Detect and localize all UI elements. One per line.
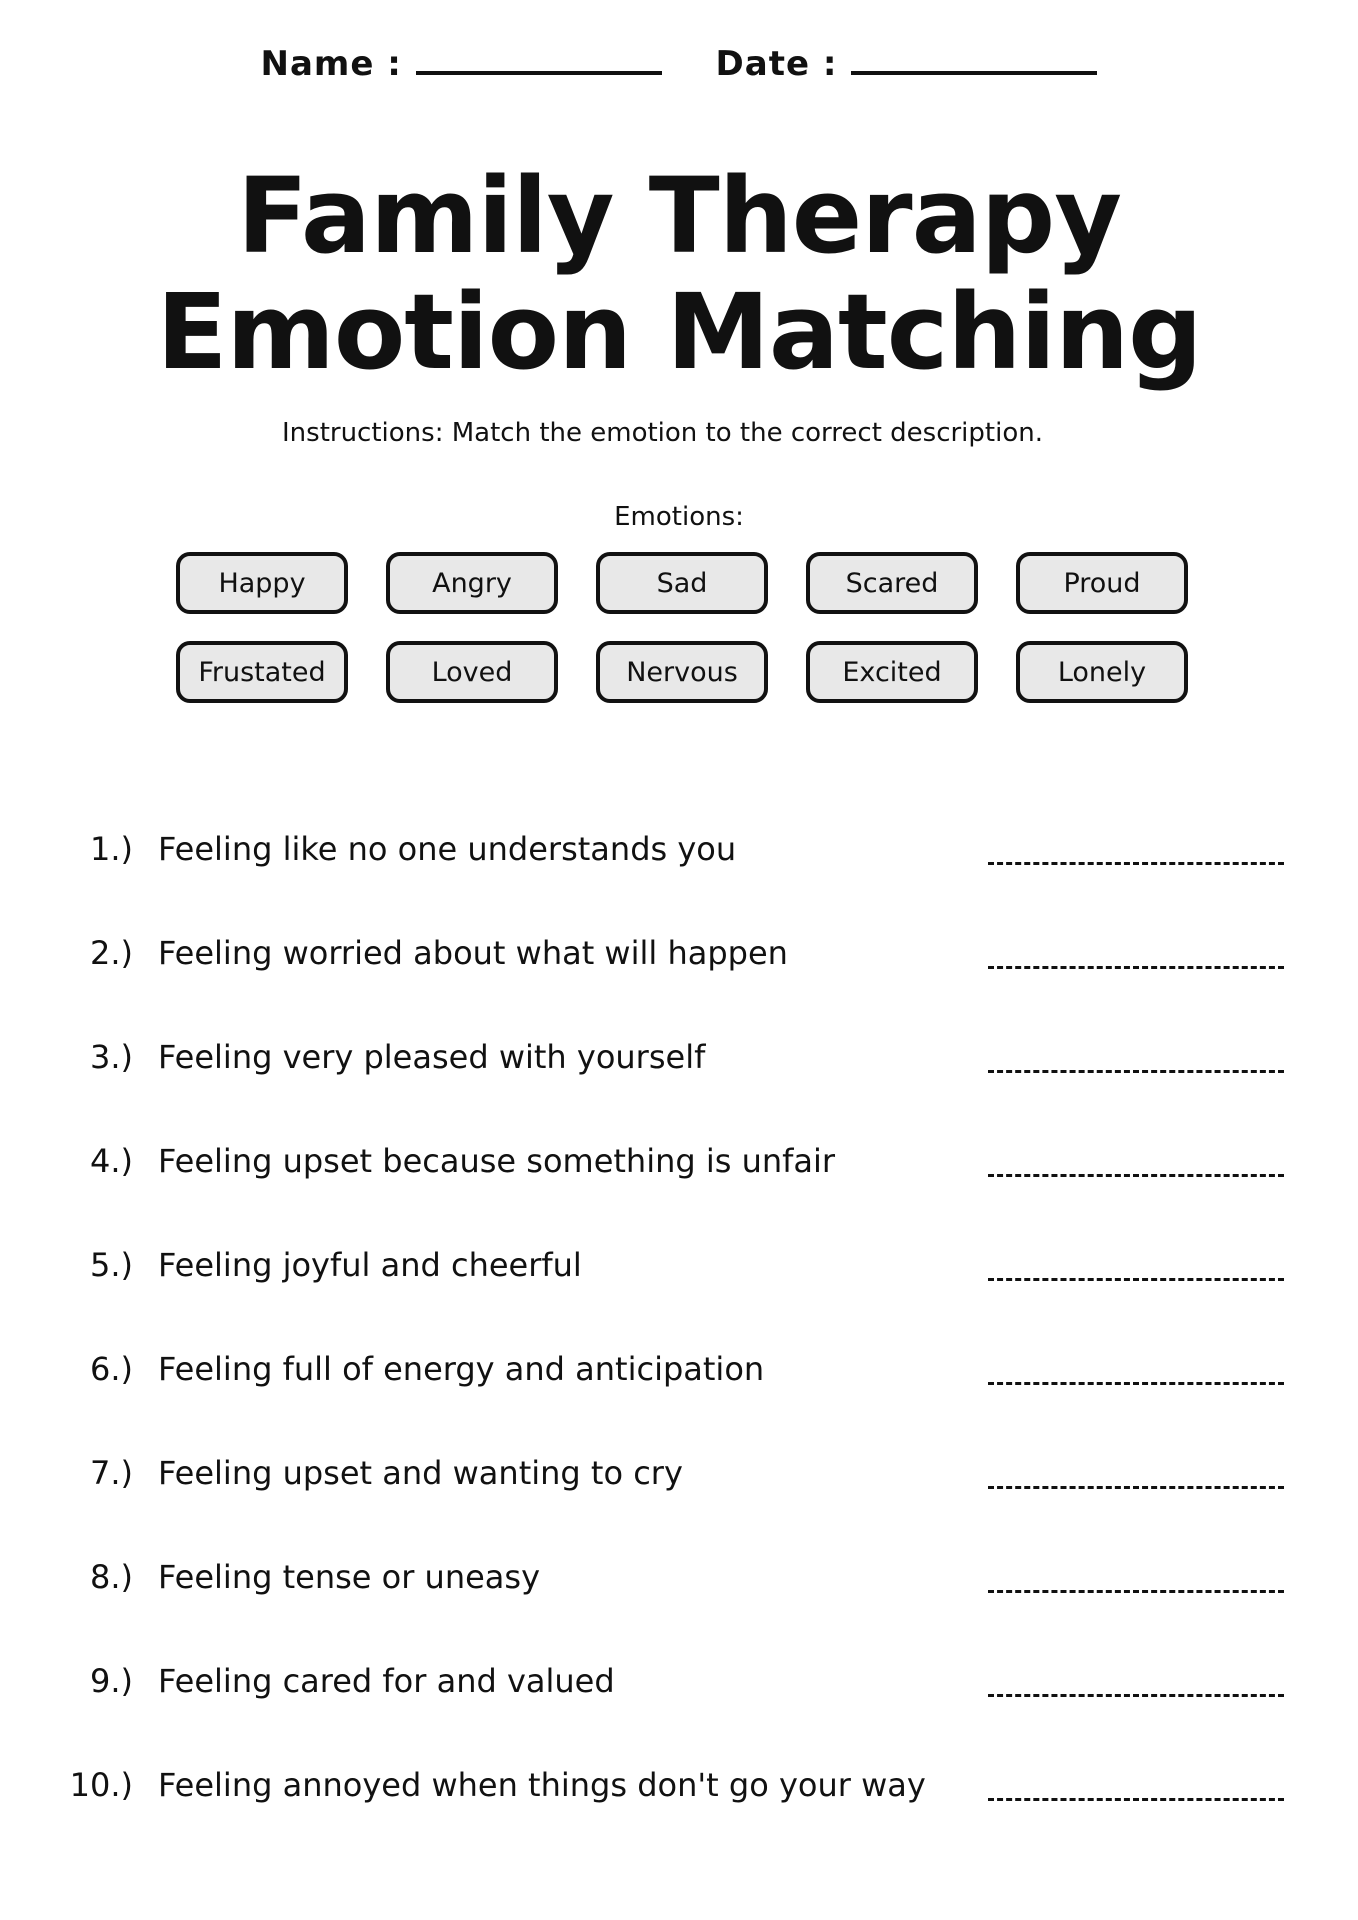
question-text: Feeling cared for and valued bbox=[158, 1662, 615, 1700]
answer-blank[interactable] bbox=[988, 966, 1284, 969]
question-text: Feeling joyful and cheerful bbox=[158, 1246, 582, 1284]
question-text: Feeling upset because something is unfair bbox=[158, 1142, 836, 1180]
question-text: Feeling tense or uneasy bbox=[158, 1558, 540, 1596]
answer-blank[interactable] bbox=[988, 1070, 1284, 1073]
question-row bbox=[0, 1766, 1358, 1826]
answer-blank[interactable] bbox=[988, 1486, 1284, 1489]
instructions-text: Instructions: Match the emotion to the correct description. bbox=[282, 418, 1043, 448]
answer-blank[interactable] bbox=[988, 1174, 1284, 1177]
emotion-chip-lonely: Lonely bbox=[1016, 641, 1188, 703]
answer-blank[interactable] bbox=[988, 1278, 1284, 1281]
question-row bbox=[0, 934, 1358, 994]
emotion-chip-scared: Scared bbox=[806, 552, 978, 614]
answer-blank[interactable] bbox=[988, 1694, 1284, 1697]
emotion-chip-angry: Angry bbox=[386, 552, 558, 614]
question-row bbox=[0, 1454, 1358, 1514]
question-row bbox=[0, 1142, 1358, 1202]
question-row bbox=[0, 1350, 1358, 1410]
emotion-chip-excited: Excited bbox=[806, 641, 978, 703]
question-number: 7.) bbox=[89, 1454, 133, 1492]
name-date-header bbox=[0, 44, 1358, 84]
question-row bbox=[0, 1038, 1358, 1098]
name-label: Name : bbox=[260, 44, 402, 84]
question-row bbox=[0, 1662, 1358, 1722]
question-row bbox=[0, 830, 1358, 890]
question-number: 10.) bbox=[69, 1766, 133, 1804]
question-number: 8.) bbox=[89, 1558, 133, 1596]
date-blank[interactable] bbox=[851, 45, 1097, 75]
question-number: 6.) bbox=[89, 1350, 133, 1388]
answer-blank[interactable] bbox=[988, 862, 1284, 865]
date-label: Date : bbox=[715, 44, 838, 84]
question-number: 5.) bbox=[89, 1246, 133, 1284]
emotion-chip-happy: Happy bbox=[176, 552, 348, 614]
question-text: Feeling upset and wanting to cry bbox=[158, 1454, 683, 1492]
question-text: Feeling full of energy and anticipation bbox=[158, 1350, 765, 1388]
question-text: Feeling worried about what will happen bbox=[158, 934, 788, 972]
question-row bbox=[0, 1246, 1358, 1306]
page-title-line-2: Emotion Matching bbox=[156, 271, 1202, 393]
page-title-line-1: Family Therapy bbox=[236, 155, 1121, 277]
answer-blank[interactable] bbox=[988, 1798, 1284, 1801]
emotion-chip-loved: Loved bbox=[386, 641, 558, 703]
question-text: Feeling annoyed when things don't go your way bbox=[158, 1766, 926, 1804]
emotion-chip-nervous: Nervous bbox=[596, 641, 768, 703]
emotion-chip-frustated: Frustated bbox=[176, 641, 348, 703]
emotions-label: Emotions: bbox=[614, 502, 744, 532]
question-number: 4.) bbox=[89, 1142, 133, 1180]
question-text: Feeling very pleased with yourself bbox=[158, 1038, 706, 1076]
name-blank[interactable] bbox=[416, 45, 662, 75]
question-text: Feeling like no one understands you bbox=[158, 830, 737, 868]
answer-blank[interactable] bbox=[988, 1382, 1284, 1385]
question-number: 2.) bbox=[89, 934, 133, 972]
question-row bbox=[0, 1558, 1358, 1618]
question-number: 1.) bbox=[89, 830, 133, 868]
question-number: 9.) bbox=[89, 1662, 133, 1700]
question-number: 3.) bbox=[89, 1038, 133, 1076]
emotion-chip-proud: Proud bbox=[1016, 552, 1188, 614]
emotion-chip-sad: Sad bbox=[596, 552, 768, 614]
answer-blank[interactable] bbox=[988, 1590, 1284, 1593]
